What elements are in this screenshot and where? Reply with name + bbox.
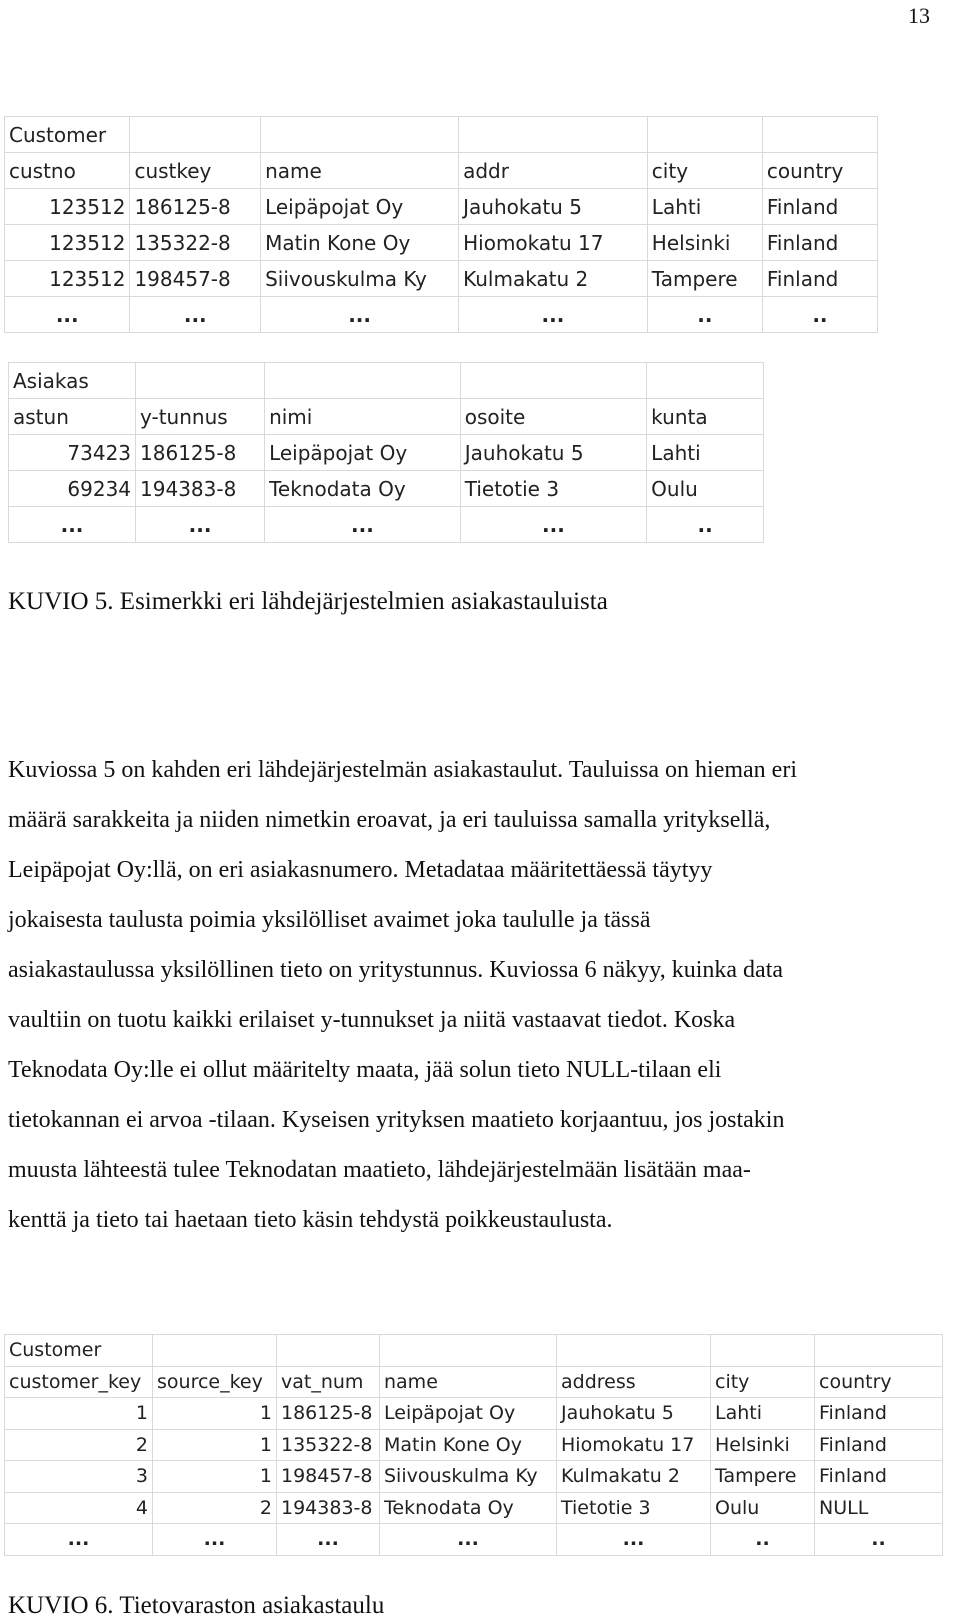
ellipsis-cell: ... [380,1524,557,1556]
page-number: 13 [908,3,930,28]
paragraph-line: muusta lähteestä tulee Teknodatan maatieto, lähdejärjestelmään lisätään maa- [8,1157,751,1183]
ellipsis-cell: ... [557,1524,711,1556]
ellipsis-cell: .. [762,297,877,333]
column-header: name [261,153,459,189]
ellipsis-cell: ... [277,1524,380,1556]
ellipsis-cell: ... [153,1524,277,1556]
table-cell: 186125-8 [277,1398,380,1430]
table-cell: NULL [815,1492,943,1524]
ellipsis-row [5,1524,943,1556]
table-cell: 198457-8 [130,261,261,297]
table-row [9,471,764,507]
table-cell: Siivouskulma Ky [261,261,459,297]
ellipsis-row [5,297,878,333]
paragraph-line: Leipäpojat Oy:llä, on eri asiakasnumero. Metadataa määritettäessä täytyy [8,857,713,883]
paragraph-line: Kuviossa 5 on kahden eri lähdejärjestelmän asiakastaulut. Tauluissa on hieman eri [8,757,797,783]
ellipsis-cell: ... [9,507,136,543]
table-cell: 2 [5,1429,153,1461]
table-cell: 198457-8 [277,1461,380,1493]
table-row [5,1492,943,1524]
table-cell: Siivouskulma Ky [380,1461,557,1493]
table-cell: 2 [153,1492,277,1524]
table-cell: Lahti [647,435,764,471]
column-header: city [647,153,762,189]
table-cell: Kulmakatu 2 [557,1461,711,1493]
paragraph-line: määrä sarakkeita ja niiden nimetkin eroavat, ja eri tauluissa samalla yrityksellä, [8,807,771,833]
table-cell: Jauhokatu 5 [459,189,648,225]
ellipsis-cell: ... [136,507,265,543]
table-cell: Finland [815,1398,943,1430]
table-cell: 135322-8 [130,225,261,261]
table-cell: 123512 [5,225,130,261]
table-cell: Teknodata Oy [265,471,461,507]
table-cell: 1 [153,1398,277,1430]
table-cell: Jauhokatu 5 [557,1398,711,1430]
table-cell: Leipäpojat Oy [380,1398,557,1430]
table-title: Customer [5,117,130,153]
table-cell: Tampere [647,261,762,297]
ellipsis-row [9,507,764,543]
column-header: country [815,1366,943,1398]
table-cell: Leipäpojat Oy [265,435,461,471]
table-cell: 123512 [5,189,130,225]
table-row [5,1429,943,1461]
table-title: Asiakas [9,363,136,399]
table-cell: Finland [762,225,877,261]
customer-source-table [4,116,878,333]
table-header-row [5,1366,943,1398]
table-title-row [9,363,764,399]
body-paragraph [8,745,953,1245]
table-cell: Tietotie 3 [460,471,646,507]
table-cell: 1 [153,1429,277,1461]
table-cell: Tampere [711,1461,815,1493]
table-cell: Finland [815,1461,943,1493]
table-cell: 1 [5,1398,153,1430]
table-cell: Finland [762,189,877,225]
column-header: custno [5,153,130,189]
ellipsis-cell: ... [460,507,646,543]
ellipsis-cell: ... [459,297,648,333]
warehouse-customer-table [4,1334,943,1556]
ellipsis-cell: .. [647,507,764,543]
figure-caption: KUVIO 5. Esimerkki eri lähdejärjestelmien asiakastauluista [8,588,608,615]
column-header: astun [9,399,136,435]
column-header: osoite [460,399,646,435]
column-header: y-tunnus [136,399,265,435]
column-header: source_key [153,1366,277,1398]
column-header: name [380,1366,557,1398]
table-cell: Lahti [647,189,762,225]
table-cell: 186125-8 [136,435,265,471]
asiakas-source-table [8,362,764,543]
column-header: custkey [130,153,261,189]
table-cell: Teknodata Oy [380,1492,557,1524]
table-row [5,1461,943,1493]
table-cell: Hiomokatu 17 [459,225,648,261]
ellipsis-cell: .. [711,1524,815,1556]
table-cell: Finland [762,261,877,297]
table-cell: 194383-8 [136,471,265,507]
table-header-row [5,153,878,189]
ellipsis-cell: ... [130,297,261,333]
table-cell: Matin Kone Oy [380,1429,557,1461]
table-cell: 73423 [9,435,136,471]
column-header: city [711,1366,815,1398]
table-cell: 3 [5,1461,153,1493]
table-cell: Tietotie 3 [557,1492,711,1524]
column-header: vat_num [277,1366,380,1398]
table-cell: Helsinki [711,1429,815,1461]
table-title: Customer [5,1335,153,1367]
table-cell: Kulmakatu 2 [459,261,648,297]
column-header: customer_key [5,1366,153,1398]
paragraph-line: kenttä ja tieto tai haetaan tieto käsin tehdystä poikkeustaulusta. [8,1207,613,1233]
table-row [5,225,878,261]
column-header: nimi [265,399,461,435]
table-cell: 194383-8 [277,1492,380,1524]
table-cell: Matin Kone Oy [261,225,459,261]
table-cell: 135322-8 [277,1429,380,1461]
table-cell: 4 [5,1492,153,1524]
figure-caption: KUVIO 6. Tietovaraston asiakastaulu [8,1592,385,1619]
ellipsis-cell: .. [647,297,762,333]
table-cell: Jauhokatu 5 [460,435,646,471]
column-header: address [557,1366,711,1398]
table-cell: Oulu [711,1492,815,1524]
table-title-row [5,1335,943,1367]
ellipsis-cell: ... [5,1524,153,1556]
table-row [5,189,878,225]
table-cell: Helsinki [647,225,762,261]
table-header-row [9,399,764,435]
table-cell: Lahti [711,1398,815,1430]
paragraph-line: jokaisesta taulusta poimia yksilölliset avaimet joka taululle ja tässä [8,907,651,933]
ellipsis-cell: ... [265,507,461,543]
ellipsis-cell: ... [261,297,459,333]
column-header: addr [459,153,648,189]
column-header: kunta [647,399,764,435]
paragraph-line: asiakastaulussa yksilöllinen tieto on yritystunnus. Kuviossa 6 näkyy, kuinka data [8,957,784,983]
ellipsis-cell: ... [5,297,130,333]
table-cell: 123512 [5,261,130,297]
table-cell: Finland [815,1429,943,1461]
table-title-row [5,117,878,153]
table-row [5,261,878,297]
table-cell: 69234 [9,471,136,507]
table-cell: 1 [153,1461,277,1493]
paragraph-line: tietokannan ei arvoa -tilaan. Kyseisen yrityksen maatieto korjaantuu, jos jostakin [8,1107,785,1133]
table-row [9,435,764,471]
paragraph-line: Teknodata Oy:lle ei ollut määritelty maata, jää solun tieto NULL-tilaan eli [8,1057,722,1083]
paragraph-line: vaultiin on tuotu kaikki erilaiset y-tunnukset ja niitä vastaavat tiedot. Koska [8,1007,736,1033]
ellipsis-cell: .. [815,1524,943,1556]
table-cell: 186125-8 [130,189,261,225]
table-cell: Leipäpojat Oy [261,189,459,225]
table-cell: Hiomokatu 17 [557,1429,711,1461]
table-row [5,1398,943,1430]
table-cell: Oulu [647,471,764,507]
column-header: country [762,153,877,189]
